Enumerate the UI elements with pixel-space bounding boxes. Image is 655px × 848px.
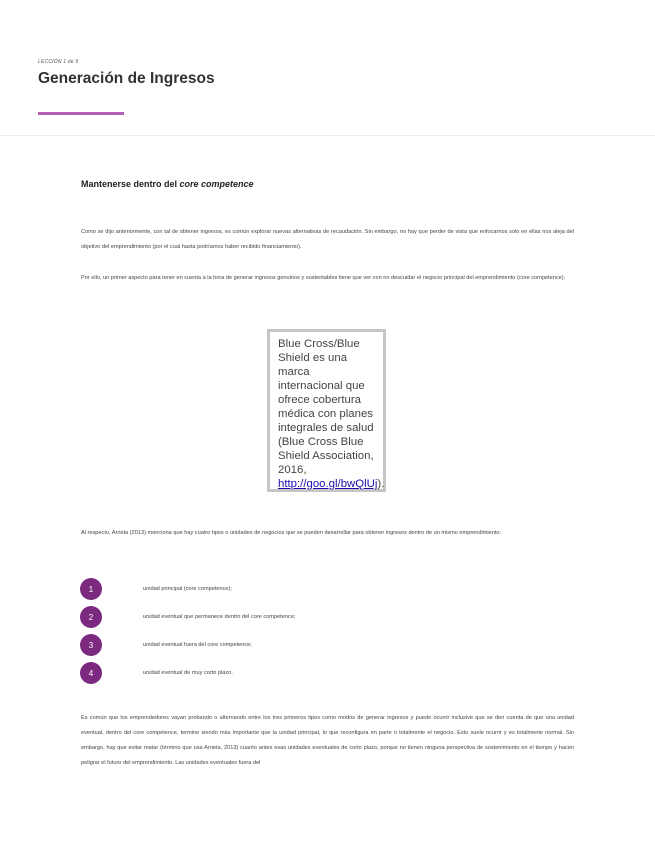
- lesson-title: Generación de Ingresos: [38, 70, 215, 87]
- list-number-badge: 2: [80, 606, 102, 628]
- callout-suffix: ).: [377, 478, 385, 490]
- paragraph-arrieta: Al respecto, Arrieta (2013) menciona que hay cuatro tipos o unidades de negocios que se pueden desarrollar para obtener ingresos dentro de un mismo emprendimiento:: [81, 530, 502, 536]
- list-item-text: unidad principal (core competence);: [143, 586, 232, 592]
- list-number-badge: 3: [80, 634, 102, 656]
- list-number-badge: 4: [80, 662, 102, 684]
- section-heading-emphasis: core competence: [179, 179, 254, 189]
- list-item-text: unidad eventual que permanece dentro del core competence;: [143, 614, 296, 620]
- callout-text: [278, 337, 385, 491]
- list-item: [80, 663, 233, 683]
- paragraph-closing: Es común que los emprendedores vayan probando o alternando entre los tres primeros tipos como modos de generar ingresos y puede ocurrir inclusive que se den cuenta de que una unidad eventual, dentro del core competence, termine siendo más importante que la unidad principal, lo que reconfigura en parte o totalmente el negocio. Esto suele ocurrir y es totalmente normal. Sin embargo, hay que evitar matar (término que usa Arrieta, 2013) cuanto antes esas unidades eventuales de corto plazo, porque no tienen ninguna perspectiva de sostenimiento en el tiempo y hacen peligrar el futuro del emprendimiento. Las unidades eventuales fuera del: [81, 715, 574, 766]
- paragraph-intro: Como se dijo anteriormente, con tal de obtener ingresos, es común explorar nuevas alternativas de recaudación. Sin embargo, no hay que perder de vista que enfocarnos solo en ellas nos aleja del objetivo del emprendimiento (por el cual hasta podríamos haber recibido financiamiento).: [81, 229, 574, 250]
- list-number-badge: 1: [80, 578, 102, 600]
- header-divider: [0, 135, 655, 136]
- callout-body: Blue Cross/Blue Shield es una marca internacional que ofrece cobertura médica con planes integrales de salud (Blue Cross Blue Shield Association, 2016,: [278, 338, 374, 476]
- section-heading: [81, 179, 254, 189]
- list-item: [80, 607, 296, 627]
- title-underline: [38, 112, 124, 115]
- lesson-label: LECCIÓN 1 de 9: [38, 59, 79, 65]
- callout-link[interactable]: http://goo.gl/bwQlUj: [278, 478, 378, 490]
- list-item-text: unidad eventual fuera del core competence;: [143, 642, 252, 648]
- callout-box: [267, 329, 386, 492]
- list-item-text: unidad eventual de muy corto plazo.: [143, 670, 233, 676]
- list-item: [80, 579, 232, 599]
- list-item: [80, 635, 252, 655]
- paragraph-core-competence: Por ello, un primer aspecto para tener en cuenta a la hora de generar ingresos genuinos y sustentables tiene que ver con no descuidar el negocio principal del emprendimiento (core competence).: [81, 275, 566, 281]
- section-heading-text: Mantenerse dentro del: [81, 179, 180, 189]
